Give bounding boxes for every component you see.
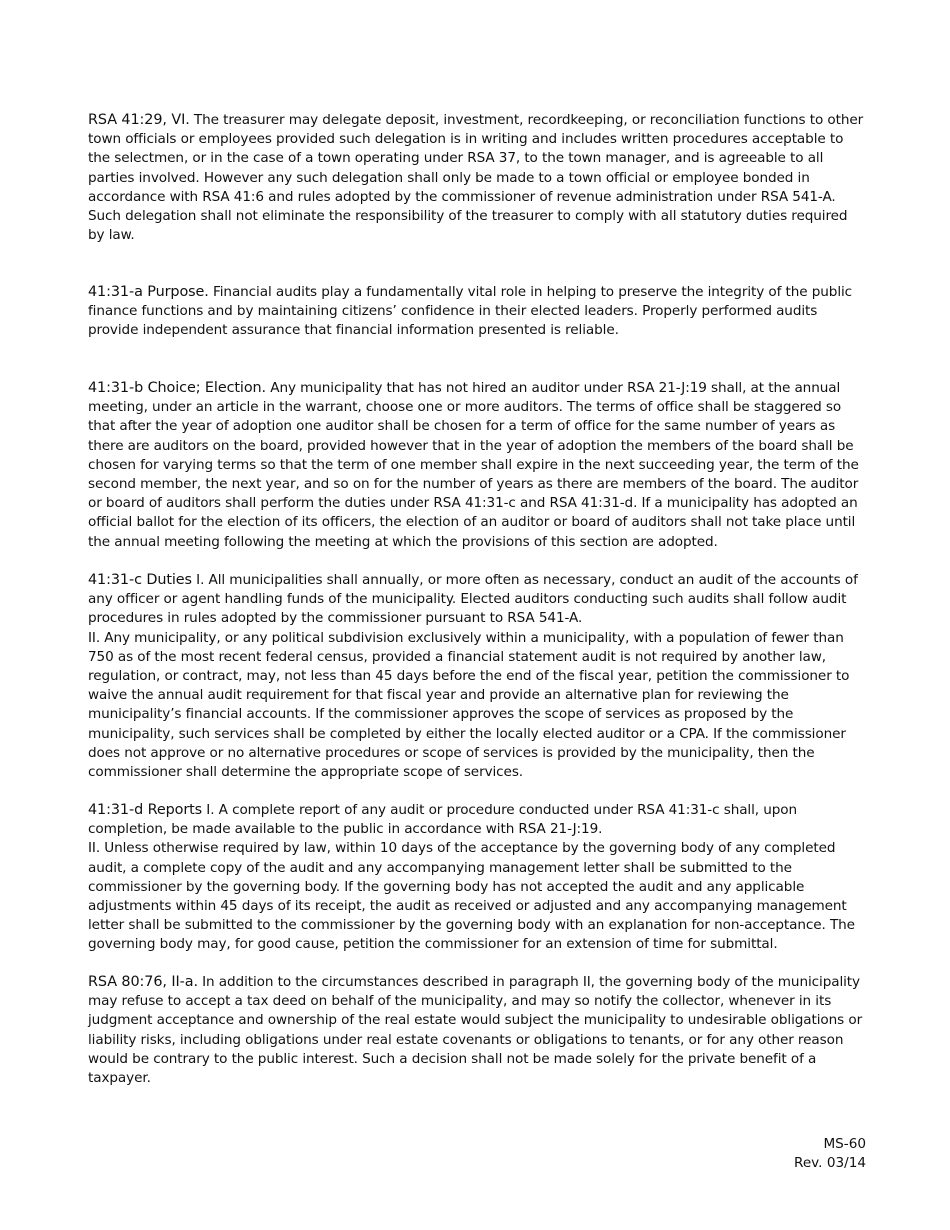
section-heading: RSA 80:76, II-a. xyxy=(88,974,198,990)
section-rsa-80-76 xyxy=(88,973,868,1088)
section-heading: 41:31-d Reports xyxy=(88,802,203,818)
section-heading: 41:31-b Choice; Election. xyxy=(88,380,267,396)
section-choice-election xyxy=(88,379,868,552)
section-heading: 41:31-a Purpose. xyxy=(88,284,209,300)
section-body-i: I. A complete report of any audit or procedure conducted under RSA 41:31-c shall, upon completion, be made available to the public in accordance with RSA 21-J:19. xyxy=(88,802,798,838)
section-body-ii: II. Any municipality, or any political subdivision exclusively within a municipality, with a population of fewer than 750 as of the most recent federal census, provided a financial statement audit is not required by another law, regulation, or contract, may, not less than 45 days before the end of the fiscal year, petition the commissioner to waive the annual audit requirement for that fiscal year and provide an alternative plan for reviewing the municipality’s financial accounts. If the commissioner approves the scope of services as proposed by the municipality, such services shall be completed by either the locally elected auditor or a CPA. If the commissioner does not approve or no alternative procedures or scope of services is provided by the municipality, then the commissioner shall determine the appropriate scope of services. xyxy=(88,629,850,781)
section-heading: 41:31-c Duties xyxy=(88,572,192,588)
section-body: The treasurer may delegate deposit, investment, recordkeeping, or reconciliation functions to other town officials or employees provided such delegation is in writing and includes written procedures acceptable to the selectmen, or in the case of a town operating under RSA 37, to the town manager, and is agreeable to all parties involved. However any such delegation shall only be made to a town official or employee bonded in accordance with RSA 41:6 and rules adopted by the commissioner of revenue administration under RSA 541-A. Such delegation shall not eliminate the responsibility of the treasurer to comply with all statutory duties required by law. xyxy=(88,112,864,244)
section-heading: RSA 41:29, VI. xyxy=(88,112,190,128)
form-id: MS-60 xyxy=(823,1136,866,1152)
page-footer xyxy=(794,1135,866,1173)
section-body-i: I. All municipalities shall annually, or more often as necessary, conduct an audit of the accounts of any officer or agent handling funds of the municipality. Elected auditors conducting such audits shall follow audit procedures in rules adopted by the commissioner pursuant to RSA 541-A. xyxy=(88,572,858,627)
section-rsa-41-29 xyxy=(88,111,868,245)
section-reports xyxy=(88,801,868,955)
section-body: Any municipality that has not hired an auditor under RSA 21-J:19 shall, at the annual meeting, under an article in the warrant, choose one or more auditors. The terms of office shall be staggered so that after the year of adoption one auditor shall be chosen for a term of office for the same number of years as there are auditors on the board, provided however that in the year of adoption the members of the board shall be chosen for varying terms so that the term of one member shall expire in the next succeeding year, the term of the second member, the next year, and so on for the number of years as there are members of the board. The auditor or board of auditors shall perform the duties under RSA 41:31-c and RSA 41:31-d. If a municipality has adopted an official ballot for the election of its officers, the election of an auditor or board of auditors shall not take place until the annual meeting following the meeting at which the provisions of this section are adopted. xyxy=(88,380,859,550)
section-purpose xyxy=(88,283,868,341)
section-body: In addition to the circumstances described in paragraph II, the governing body of the municipality may refuse to accept a tax deed on behalf of the municipality, and may so notify the collector, whenever in its judgment acceptance and ownership of the real estate would subject the municipality to undesirable obligations or liability risks, including obligations under real estate covenants or obligations to tenants, or for any other reason would be contrary to the public interest. Such a decision shall not be made solely for the private benefit of a taxpayer. xyxy=(88,974,863,1087)
section-duties xyxy=(88,571,868,782)
section-body: Financial audits play a fundamentally vital role in helping to preserve the integrity of the public finance functions and by maintaining citizens’ confidence in their elected leaders. Properly performed audits provide independent assurance that financial information presented is reliable. xyxy=(88,284,853,339)
section-body-ii: II. Unless otherwise required by law, within 10 days of the acceptance by the governing body of any completed audit, a complete copy of the audit and any accompanying management letter shall be submitted to the commissioner by the governing body. If the governing body has not accepted the audit and any applicable adjustments within 45 days of its receipt, the audit as received or adjusted and any accompanying management letter shall be submitted to the commissioner by the governing body with an explanation for non-acceptance. The governing body may, for good cause, petition the commissioner for an extension of time for submittal. xyxy=(88,840,855,953)
revision-date: Rev. 03/14 xyxy=(793,1155,866,1172)
